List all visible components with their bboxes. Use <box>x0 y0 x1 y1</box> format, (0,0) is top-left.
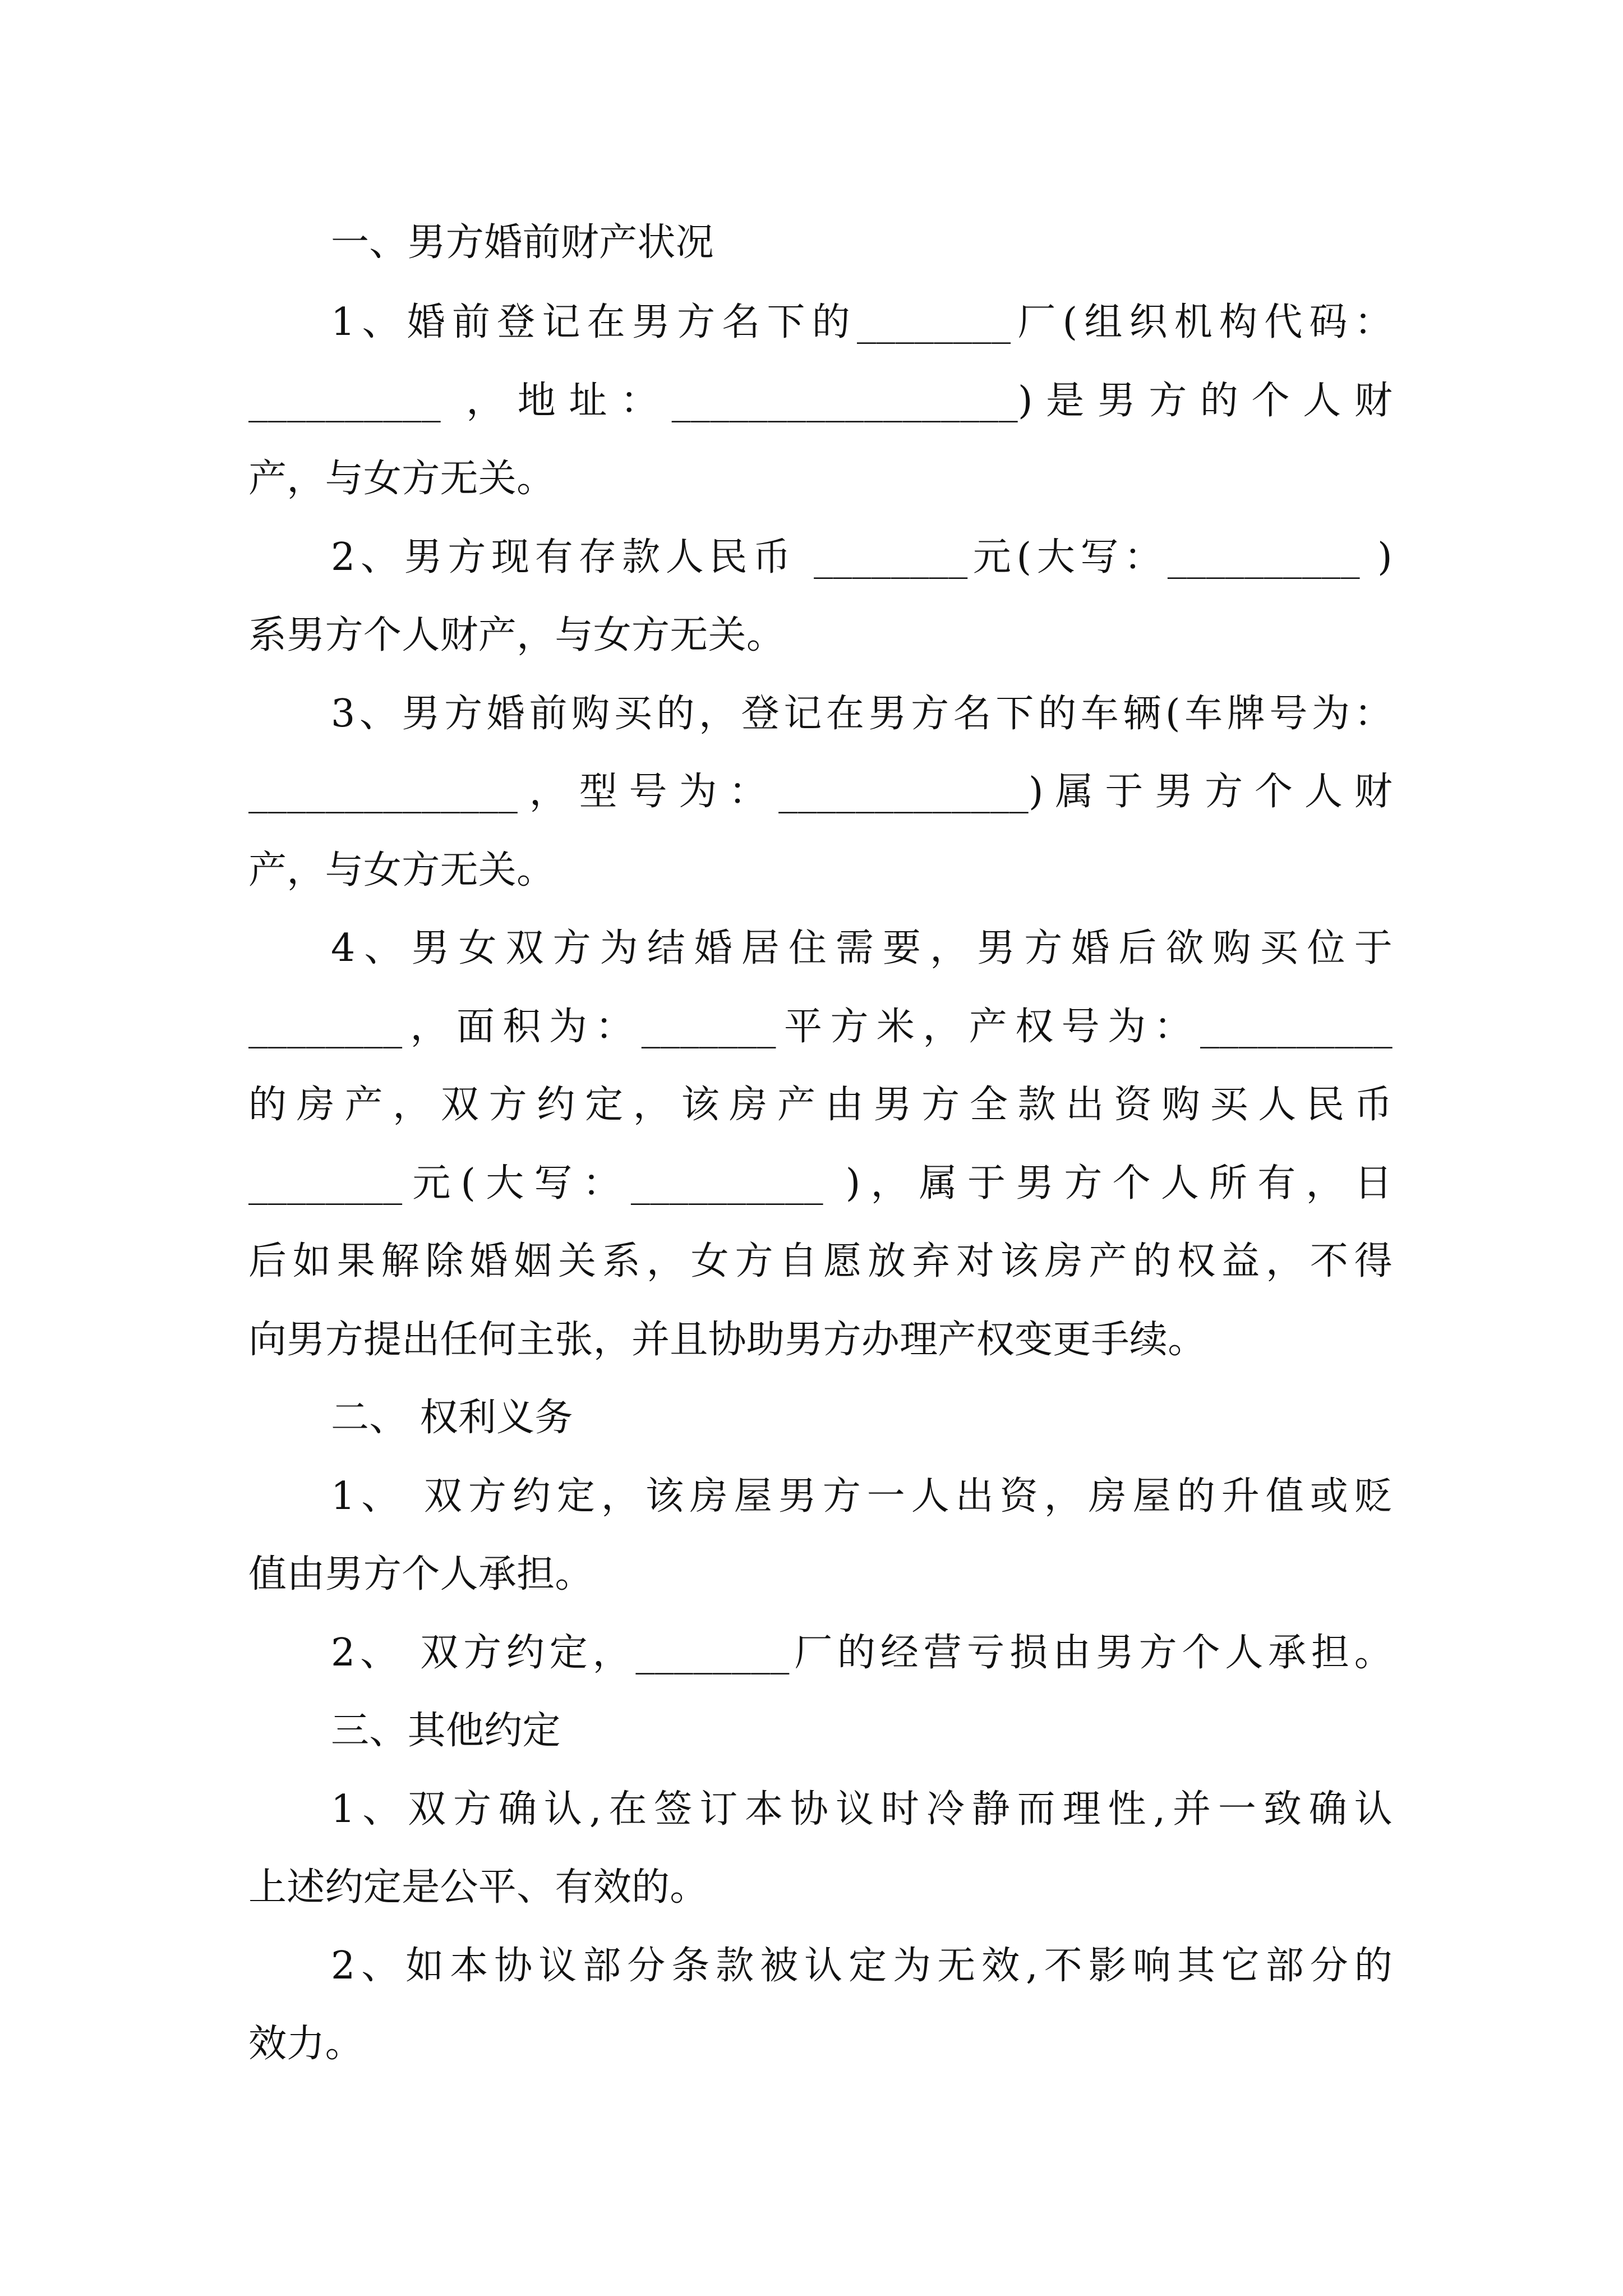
clause-2-2: 2、 双方约定，________厂的经营亏损由男方个人承担。 <box>331 1631 1393 1675</box>
clause-1-2-line-2: 系男方个人财产，与女方无关。 <box>248 613 785 657</box>
clause-1-4-line-1: 4、男女双方为结婚居住需要，男方婚后欲购买位于 <box>331 926 1393 970</box>
clause-1-4-line-6: 向男方提出任何主张，并且协助男方办理产权变更手续。 <box>248 1318 1206 1362</box>
clause-3-2-line-2: 效力。 <box>248 2022 363 2066</box>
clause-1-1-line-2: __________ ，地址：__________________)是男方的个人财 <box>248 379 1393 423</box>
section-heading-3: 三、其他约定 <box>331 1709 561 1753</box>
clause-1-3-line-3: 产，与女方无关。 <box>248 848 555 892</box>
clause-3-2-line-1: 2、如本协议部分条款被认定为无效,不影响其它部分的 <box>331 1944 1393 1988</box>
section-heading-1: 一、男方婚前财产状况 <box>331 220 714 265</box>
clause-1-4-line-2: ________，面积为：_______平方米，产权号为：__________ <box>248 1005 1393 1049</box>
clause-1-1-line-3: 产，与女方无关。 <box>248 457 555 501</box>
clause-3-1-line-2: 上述约定是公平、有效的。 <box>248 1865 708 1910</box>
clause-1-4-line-3: 的房产，双方约定，该房产由男方全款出资购买人民币 <box>248 1083 1393 1127</box>
section-heading-2: 二、 权利义务 <box>331 1396 573 1440</box>
clause-1-1-line-1: 1、婚前登记在男方名下的________厂(组织机构代码： <box>331 300 1393 344</box>
clause-2-1-line-2: 值由男方个人承担。 <box>248 1552 593 1596</box>
clause-1-3-line-2: ______________，型号为：_____________)属于男方个人财 <box>248 770 1393 814</box>
clause-3-1-line-1: 1、双方确认,在签订本协议时冷静而理性,并一致确认 <box>331 1787 1393 1832</box>
clause-1-4-line-5: 后如果解除婚姻关系，女方自愿放弃对该房产的权益，不得 <box>248 1239 1393 1283</box>
clause-1-4-line-4: ________元(大写：__________ )，属于男方个人所有，日 <box>248 1161 1393 1205</box>
clause-1-3-line-1: 3、男方婚前购买的，登记在男方名下的车辆(车牌号为： <box>331 692 1393 736</box>
clause-1-2-line-1: 2、男方现有存款人民币 ________元(大写：__________ ) <box>331 535 1393 579</box>
clause-2-1-line-1: 1、 双方约定，该房屋男方一人出资，房屋的升值或贬 <box>331 1474 1393 1519</box>
